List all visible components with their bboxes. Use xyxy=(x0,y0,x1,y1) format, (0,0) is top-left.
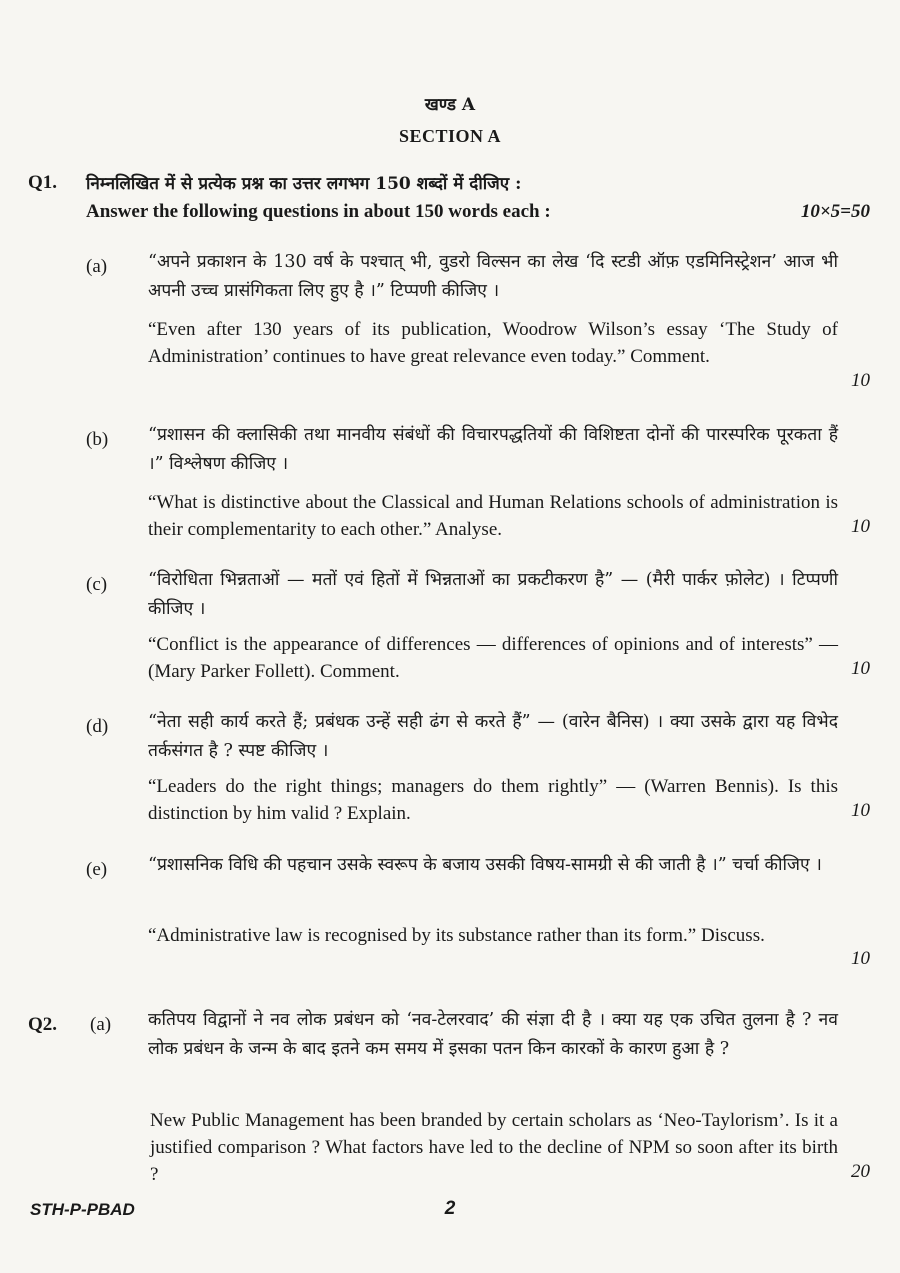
part-d-hindi: “नेता सही कार्य करते हैं; प्रबंधक उन्हें सही ढंग से करते हैं” — (वारेन बैनिस) । क्या उसके द्वारा यह विभेद तर्कसंगत है ? स्पष्ट कीजिए । xyxy=(148,712,838,761)
q1-total-marks: 10×5=50 xyxy=(800,201,870,222)
part-e-english: “Administrative law is recognised by its substance rather than its form.” Discuss. xyxy=(148,925,765,946)
part-label-c: (c) xyxy=(86,574,108,595)
part-e-hindi: “प्रशासनिक विधि की पहचान उसके स्वरूप के बजाय उसकी विषय-सामग्री से की जाती है ।” चर्चा कीजिए । xyxy=(148,855,822,875)
page-number: 2 xyxy=(444,1198,456,1219)
part-b-english: “What is distinctive about the Classical and Human Relations schools of administration is their complementarity to each other.” Analyse. xyxy=(148,492,838,540)
part-d-english: “Leaders do the right things; managers do them rightly” — (Warren Bennis). Is this distinction by him valid ? Explain. xyxy=(148,776,838,824)
part-c-marks: 10 xyxy=(851,658,870,679)
part-label-b: (b) xyxy=(86,429,109,450)
part-e-marks: 10 xyxy=(851,948,870,969)
q2-part-label-a: (a) xyxy=(90,1014,112,1035)
q1-instruction-hindi: निम्नलिखित में से प्रत्येक प्रश्न का उत्तर लगभग 150 शब्दों में दीजिए : xyxy=(86,174,522,194)
paper-code: STH-P-PBAD xyxy=(30,1200,135,1219)
part-b-hindi: “प्रशासन की क्लासिकी तथा मानवीय संबंधों की विचारपद्धतियों की विशिष्टता दोनों की पारस्परिक पूरकता हैं ।” विश्लेषण कीजिए । xyxy=(148,425,838,474)
q2-part-a-marks: 20 xyxy=(851,1161,870,1182)
part-label-e: (e) xyxy=(86,859,108,880)
section-heading-hindi: खण्ड A xyxy=(424,95,476,115)
q1-instruction-english: Answer the following questions in about 150 words each : xyxy=(86,201,551,222)
part-a-marks: 10 xyxy=(851,370,870,391)
part-label-d: (d) xyxy=(86,716,109,737)
part-a-hindi: “अपने प्रकाशन के 130 वर्ष के पश्चात् भी, वुडरो विल्सन का लेख ‘दि स्टडी ऑफ़ एडमिनिस्ट्रेशन’ आज भी अपनी उच्च प्रासंगिकता लिए हुए है ।” टिप्पणी कीजिए । xyxy=(148,252,838,301)
question-number-q1: Q1. xyxy=(28,172,58,193)
q2-part-a-english: New Public Management has been branded by certain scholars as ‘Neo-Taylorism’. Is it a justified comparison ? What factors have led to the decline of NPM so soon after its birth ? xyxy=(150,1110,838,1185)
part-d-marks: 10 xyxy=(851,800,870,821)
part-a-english: “Even after 130 years of its publication, Woodrow Wilson’s essay ‘The Study of Administration’ continues to have great relevance even today.” Comment. xyxy=(148,319,838,367)
part-c-hindi: “विरोधिता भिन्नताओं — मतों एवं हितों में भिन्नताओं का प्रकटीकरण है” — (मैरी पार्कर फ़ोलेट) । टिप्पणी कीजिए । xyxy=(148,570,838,619)
q2-part-a-hindi: कतिपय विद्वानों ने नव लोक प्रबंधन को ‘नव-टेलरवाद’ की संज्ञा दी है । क्या यह एक उचित तुलना है ? नव लोक प्रबंधन के जन्म के बाद इतने कम समय में इसका पतन किन कारकों के कारण हुआ है ? xyxy=(148,1010,838,1059)
part-label-a: (a) xyxy=(86,256,108,277)
part-c-english: “Conflict is the appearance of differences — differences of opinions and of interests” — (Mary Parker Follett). Comment. xyxy=(148,634,838,682)
part-b-marks: 10 xyxy=(851,516,870,537)
section-heading-english: SECTION A xyxy=(398,126,502,146)
question-number-q2: Q2. xyxy=(28,1014,58,1035)
